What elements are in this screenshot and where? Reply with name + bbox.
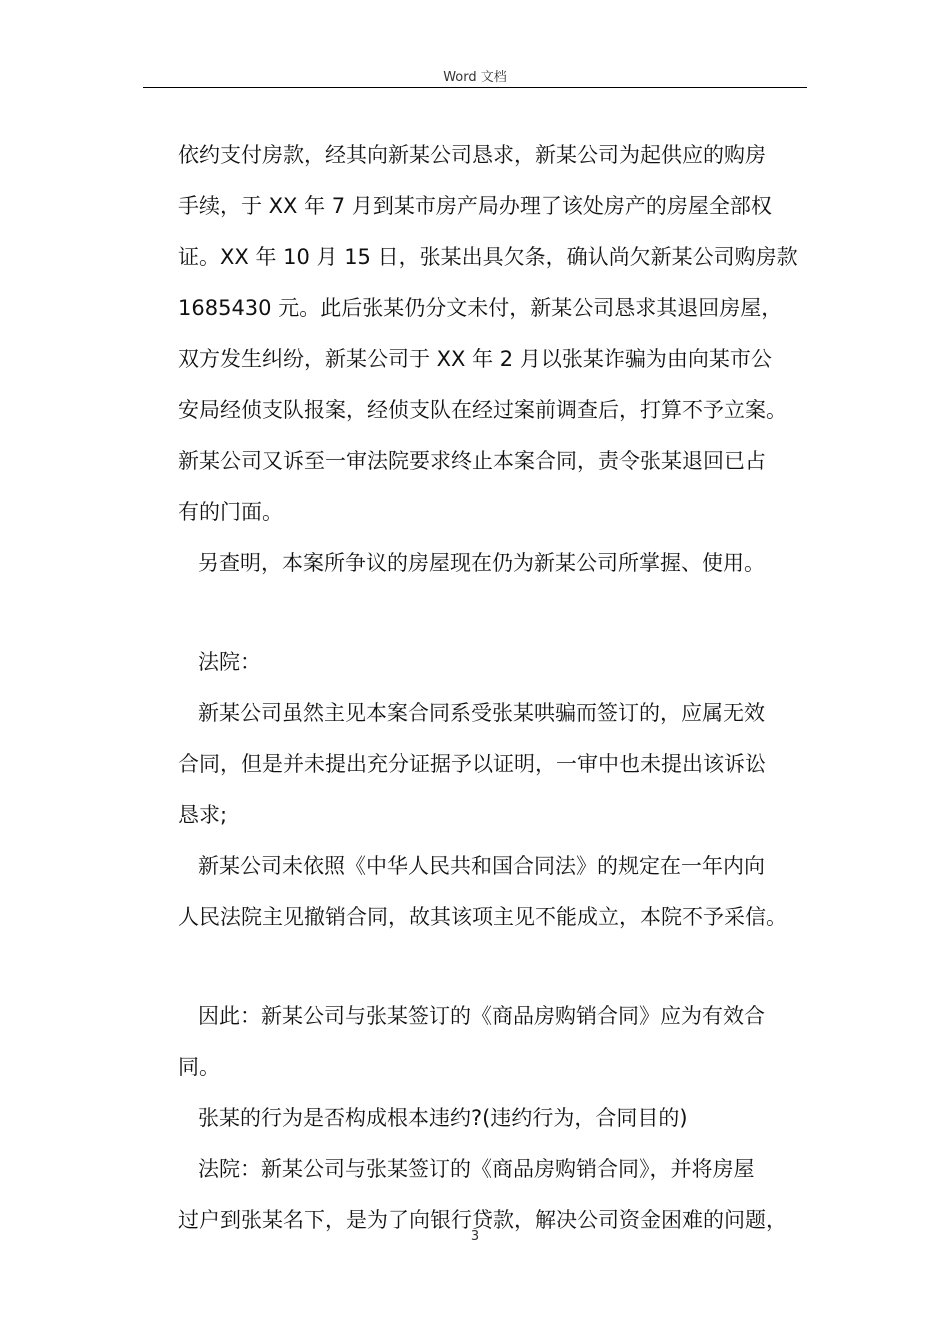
- paragraph-line: 新某公司未依照《中华人民共和国合同法》的规定在一年内向: [198, 854, 765, 878]
- blank-line: [178, 943, 818, 991]
- paragraph-line: 新某公司虽然主见本案合同系受张某哄骗而签订的，应属无效: [198, 701, 765, 725]
- paragraph-line: 手续，于 XX 年 7 月到某市房产局办理了该处房产的房屋全部权: [178, 194, 772, 218]
- paragraph-line: 新某公司又诉至一审法院要求终止本案合同，责令张某退回已占: [178, 449, 766, 473]
- page-number: 3: [470, 1229, 480, 1244]
- paragraph-line: 1685430 元。此后张某仍分文未付，新某公司恳求其退回房屋，: [178, 296, 783, 320]
- page-header: Word 文档: [443, 70, 507, 85]
- blank-line: [178, 589, 818, 637]
- paragraph-line: 同。: [178, 1055, 220, 1079]
- paragraph-line: 张某的行为是否构成根本违约?(违约行为，合同目的): [198, 1106, 688, 1130]
- paragraph-line: 证。XX 年 10 月 15 日，张某出具欠条，确认尚欠新某公司购房款: [178, 245, 798, 269]
- section-heading: 法院：: [198, 650, 261, 674]
- header-divider: [143, 87, 807, 88]
- paragraph-line: 有的门面。: [178, 500, 283, 524]
- paragraph-line: 人民法院主见撤销合同，故其该项主见不能成立，本院不予采信。: [178, 905, 787, 929]
- paragraph-line: 法院：新某公司与张某签订的《商品房购销合同》，并将房屋: [198, 1157, 755, 1181]
- paragraph-line: 过户到张某名下，是为了向银行贷款，解决公司资金困难的问题，: [178, 1208, 787, 1232]
- paragraph-line: 双方发生纠纷，新某公司于 XX 年 2 月以张某诈骗为由向某市公: [178, 347, 772, 371]
- paragraph-line: 合同，但是并未提出充分证据予以证明，一审中也未提出该诉讼: [178, 752, 766, 776]
- document-body: [178, 130, 818, 1246]
- paragraph-line: 安局经侦支队报案，经侦支队在经过案前调查后，打算不予立案。: [178, 398, 787, 422]
- paragraph-line: 另查明，本案所争议的房屋现在仍为新某公司所掌握、使用。: [198, 551, 765, 575]
- paragraph-line: 依约支付房款，经其向新某公司恳求，新某公司为起供应的购房: [178, 143, 766, 167]
- paragraph-line: 因此：新某公司与张某签订的《商品房购销合同》应为有效合: [198, 1004, 765, 1028]
- paragraph-line: 恳求;: [178, 803, 228, 827]
